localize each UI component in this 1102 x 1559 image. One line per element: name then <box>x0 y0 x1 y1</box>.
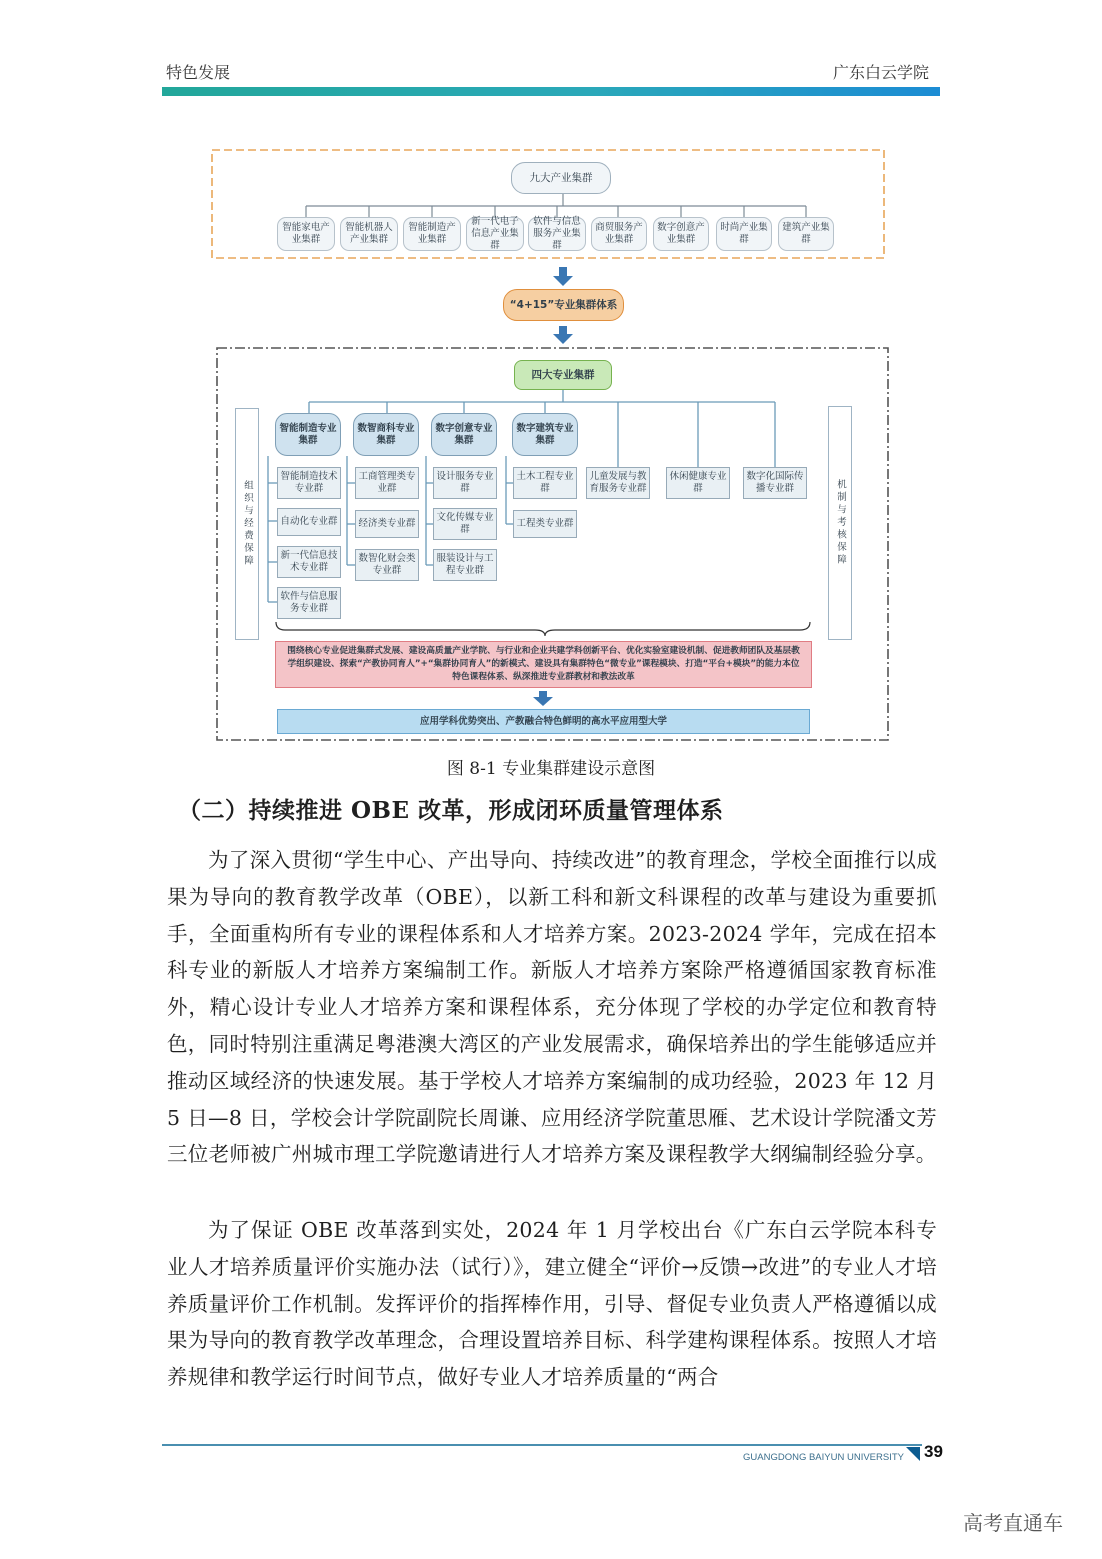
professional-clusters-title: 四大专业集群 <box>514 360 612 390</box>
measures-box: 围绕核心专业促进集群式发展、建设高质量产业学院、与行业和企业共建学科创新平台、优化实验室建设机制、促进教师团队及基层教学组织建设、探索“产教协同育人”+“集群协同育人”的新模式、建设具有集群特色“微专业”课程模块、打造“平台+模块”的能力本位特色课程体系、纵深推进专业群教材和教法改革 <box>275 641 812 688</box>
left-side-support: 组织与经费保障 <box>235 408 259 640</box>
paragraph: 为了深入贯彻“学生中心、产出导向、持续改进”的教育理念，学校全面推行以成果为导向的教育教学改革（OBE），以新工科和新文科课程的改革与建设为重要抓手，全面重构所有专业的课程体系和人才培养方案。2023-2024 学年，完成在招本科专业的新版人才培养方案编制工作。新版人才培养方案除严格遵循国家教育标准外，精心设计专业人才培养方案和课程体系，充分体现了学校的办学定位和教育特色，同时特别注重满足粤港澳大湾区的产业发展需求，确保培养出的学生能够适应并推动区域经济的快速发展。基于学校人才培养方案编制的成功经验，2023 年 12 月 5 日—8 日，学校会计学院副院长周谦、应用经济学院董思雁、艺术设计学院潘文芳三位老师被广州城市理工学院邀请进行人才培养方案及课程教学大纲编制经验分享。 <box>167 848 937 1167</box>
industry-item: 商贸服务产业集群 <box>591 217 647 251</box>
group-box: 智能制造技术专业群 <box>277 467 341 499</box>
right-side-support: 机制与考核保障 <box>828 406 852 640</box>
group-box: 数字化国际传播专业群 <box>743 467 807 499</box>
group-box: 工商管理类专业群 <box>355 467 419 499</box>
industry-item: 软件与信息服务产业集群 <box>528 217 586 251</box>
industry-item: 数字创意产业集群 <box>653 217 709 251</box>
footer-university: GUANGDONG BAIYUN UNIVERSITY <box>743 1452 904 1463</box>
group-box: 经济类专业群 <box>355 510 419 538</box>
group-box: 自动化专业群 <box>277 508 341 536</box>
industry-item: 建筑产业集群 <box>778 217 834 251</box>
industry-item: 智能制造产业集群 <box>403 217 461 251</box>
cluster-diagram <box>0 0 1102 760</box>
industry-item: 新一代电子信息产业集群 <box>466 217 524 251</box>
footer-line <box>162 1444 922 1446</box>
cluster-head: 数字创意专业集群 <box>431 413 497 456</box>
figure-caption: 图 8-1 专业集群建设示意图 <box>446 759 656 779</box>
industry-clusters-title: 九大产业集群 <box>511 162 611 194</box>
header-right: 广东白云学院 <box>833 63 930 82</box>
group-box: 新一代信息技术专业群 <box>277 546 341 578</box>
paragraph: 为了保证 OBE 改革落到实处，2024 年 1 月学校出台《广东白云学院本科专业人才培养质量评价实施办法（试行）》，建立健全“评价→反馈→改进”的专业人才培养质量评价工作机制。发挥评价的指挥棒作用，引导、督促专业负责人严格遵循以成果为导向的教育教学改革理念，合理设置培养目标、科学建构课程体系。按照人才培养规律和教学运行时间节点，做好专业人才培养质量的“两合 <box>167 1218 937 1390</box>
group-box: 软件与信息服务专业群 <box>277 587 341 619</box>
footer-triangle-icon <box>906 1447 920 1461</box>
group-box: 数智化财会类专业群 <box>355 549 419 581</box>
goal-box: 应用学科优势突出、产教融合特色鲜明的高水平应用型大学 <box>277 709 810 734</box>
system-box: “4+15”专业集群体系 <box>503 289 624 321</box>
group-box: 文化传媒专业群 <box>433 508 497 540</box>
page-number: 39 <box>924 1442 943 1461</box>
group-box: 服装设计与工程专业群 <box>433 549 497 581</box>
watermark: 高考直通车 <box>963 1511 1063 1535</box>
cluster-head: 数字建筑专业集群 <box>512 413 578 456</box>
group-box: 工程类专业群 <box>513 510 577 538</box>
group-box: 设计服务专业群 <box>433 467 497 499</box>
industry-item: 智能机器人产业集群 <box>340 217 398 251</box>
header-left: 特色发展 <box>166 63 231 82</box>
cluster-head: 智能制造专业集群 <box>275 413 341 456</box>
group-box: 儿童发展与教育服务专业群 <box>586 467 650 499</box>
group-box: 土木工程专业群 <box>513 467 577 499</box>
industry-item: 时尚产业集群 <box>716 217 772 251</box>
section-title: （二）持续推进 OBE 改革，形成闭环质量管理体系 <box>178 797 724 824</box>
industry-item: 智能家电产业集群 <box>277 217 335 251</box>
group-box: 休闲健康专业群 <box>666 467 730 499</box>
cluster-head: 数智商科专业集群 <box>353 413 419 456</box>
